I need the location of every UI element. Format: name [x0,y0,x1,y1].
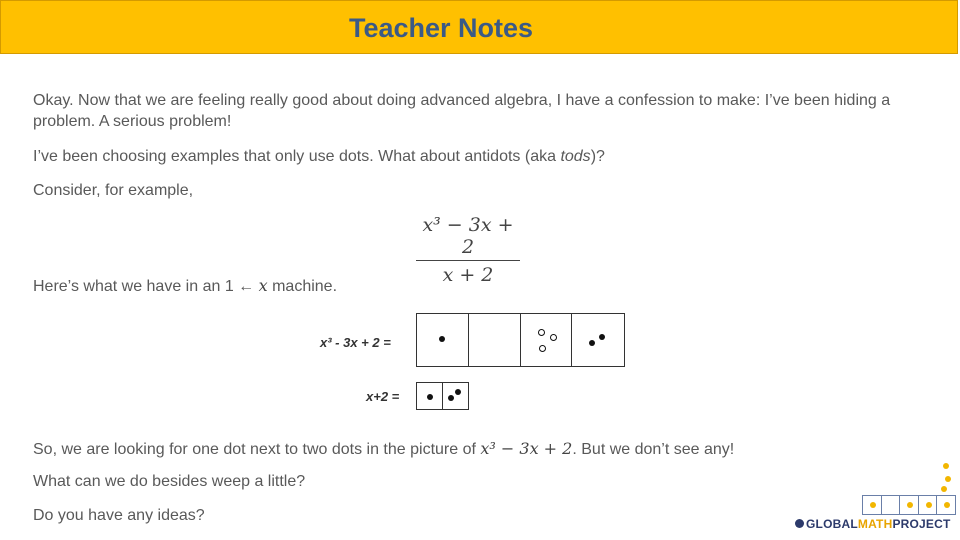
dot [455,389,461,395]
antidot [538,329,545,336]
bottom-machine [416,382,469,410]
paragraph-intro: Okay. Now that we are feeling really good about doing advanced algebra, I have a confession to make: I’ve been hiding a problem. A serious problem! [33,92,891,130]
logo-cell [937,496,955,514]
logo-machine-strip [862,495,956,515]
logo-text [806,517,951,531]
fraction-expression [416,214,520,286]
logo-text-project: PROJECT [892,517,951,531]
paragraph-looking [33,438,734,460]
logo-dot [941,486,947,492]
machine-box [572,314,624,366]
antidot [539,345,546,352]
paragraph-machine [33,275,337,297]
machine-box [469,314,521,366]
logo-text-global: GLOBAL [806,517,858,531]
logo-cell [882,496,901,514]
paragraph-antidots-text: I’ve been choosing examples that only use dots. What about antidots (aka [33,148,561,165]
logo-dot [943,463,949,469]
paragraph-weep: What can we do besides weep a little? [33,473,306,490]
logo-dot [945,476,951,482]
machine-variable: x [258,276,268,295]
machine-box [521,314,573,366]
logo-dot [907,502,913,508]
logo-dot [926,502,932,508]
paragraph-looking-end: . But we don’t see any! [572,441,735,458]
logo-cell [863,496,882,514]
dot [448,395,454,401]
machine-box [443,383,468,409]
paragraph-machine-end: machine. [267,278,338,295]
antidot [550,334,557,341]
bottom-machine-label: x+2 = [366,389,400,404]
dot [427,394,433,400]
paragraph-consider: Consider, for example, [33,182,194,199]
globe-icon [795,519,804,528]
inline-expression: x³ − 3x + 2 [480,439,573,458]
machine-box [417,314,469,366]
dot [589,340,595,346]
paragraph-ideas: Do you have any ideas? [33,507,205,524]
dot [439,336,445,342]
fraction-numerator: x³ − 3x + 2 [416,214,520,261]
logo-cell [900,496,919,514]
header-bar [0,0,958,54]
top-machine [416,313,625,367]
dot [599,334,605,340]
machine-box [417,383,443,409]
paragraph-antidots [33,146,605,167]
logo-text-math: MATH [857,517,893,531]
paragraph-antidots-end: )? [590,148,605,165]
logo-dot [870,502,876,508]
arrow-symbol: ← [238,278,255,295]
fraction-denominator: x + 2 [442,264,494,286]
top-machine-label: x³ - 3x + 2 = [320,335,391,350]
logo-cell [919,496,938,514]
logo-dot [944,502,950,508]
paragraph-machine-text: Here’s what we have in an 1 [33,278,239,295]
tods-term: tods [560,148,591,165]
page-title: Teacher Notes [349,13,534,43]
paragraph-looking-text: So, we are looking for one dot next to two dots in the picture of [33,441,481,458]
